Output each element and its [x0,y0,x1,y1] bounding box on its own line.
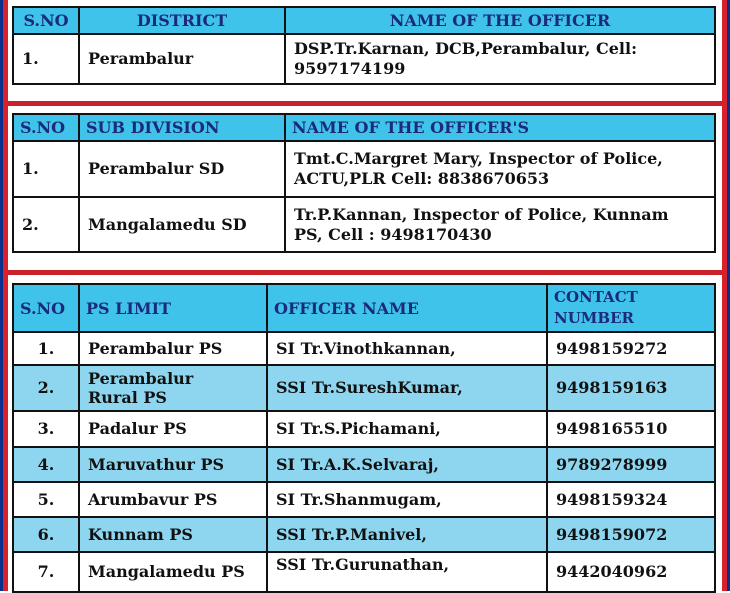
ps-cell: Mangalamedu PS [79,552,267,592]
header-officer-name: NAME OF THE OFFICER [285,7,715,34]
officer-line: Tr.P.Kannan, Inspector of Police, Kunnam [294,204,669,224]
subdivision-officer-table [12,113,716,253]
table-row [13,332,715,365]
officer-cell: SI Tr.Vinothkannan, [267,332,547,365]
sno-cell: 7. [13,552,79,592]
officer-cell [285,141,715,197]
table-row [13,411,715,447]
ps-cell: Perambalur Rural PS [79,365,267,411]
header-officer-names: NAME OF THE OFFICER'S [285,114,715,141]
division-cell: Mangalamedu SD [79,197,285,252]
section-divider [8,101,722,106]
contact-cell: 9498165510 [547,411,715,447]
right-border-rail [722,0,730,591]
sno-cell: 4. [13,447,79,482]
table-row [13,34,715,84]
officer-cell [285,197,715,252]
header-district: DISTRICT [79,7,285,34]
contact-cell: 9498159324 [547,482,715,517]
header-sno: S.NO [13,7,79,34]
table-row [13,482,715,517]
contact-cell: 9442040962 [547,552,715,592]
ps-cell: Perambalur PS [79,332,267,365]
section-divider [8,270,722,275]
table-row [13,197,715,252]
sno-cell: 2. [13,365,79,411]
officer-line: PS, Cell : 9498170430 [294,224,492,244]
table-row [13,552,715,592]
ps-cell: Kunnam PS [79,517,267,552]
division-cell: Perambalur SD [79,141,285,197]
ps-cell: Padalur PS [79,411,267,447]
sno-cell: 1. [13,141,79,197]
header-sno: S.NO [13,114,79,141]
district-officer-table [12,6,716,85]
ps-officer-table [12,283,716,593]
contact-cell: 9498159272 [547,332,715,365]
header-ps-limit: PS LIMIT [79,284,267,332]
table-row [13,365,715,411]
officer-cell: SSI Tr.P.Manivel, [267,517,547,552]
sno-cell: 1. [13,34,79,84]
header-sno: S.NO [13,284,79,332]
officer-cell: SI Tr.Shanmugam, [267,482,547,517]
district-cell: Perambalur [79,34,285,84]
sno-cell: 3. [13,411,79,447]
officer-cell: SSI Tr.SureshKumar, [267,365,547,411]
officer-cell: SI Tr.S.Pichamani, [267,411,547,447]
ps-cell: Arumbavur PS [79,482,267,517]
table-row [13,141,715,197]
sno-cell: 1. [13,332,79,365]
contact-cell: 9498159072 [547,517,715,552]
contact-cell: 9789278999 [547,447,715,482]
left-border-rail [0,0,8,591]
header-officer-name: OFFICER NAME [267,284,547,332]
ps-cell: Maruvathur PS [79,447,267,482]
sno-cell: 5. [13,482,79,517]
contact-cell: 9498159163 [547,365,715,411]
header-contact-number: CONTACT NUMBER [547,284,715,332]
sno-cell: 6. [13,517,79,552]
officer-cell [285,34,715,84]
officer-line: ACTU,PLR Cell: 8838670653 [294,169,550,188]
officer-cell: SI Tr.A.K.Selvaraj, [267,447,547,482]
officer-cell: SSI Tr.Gurunathan, [267,552,547,592]
officer-line: 9597174199 [294,59,406,78]
sno-cell: 2. [13,197,79,252]
header-sub-division: SUB DIVISION [79,114,285,141]
table-row [13,517,715,552]
officer-line: DSP.Tr.Karnan, DCB,Perambalur, Cell: [294,39,637,58]
table-row [13,447,715,482]
officer-line: Tmt.C.Margret Mary, Inspector of Police, [294,149,663,168]
